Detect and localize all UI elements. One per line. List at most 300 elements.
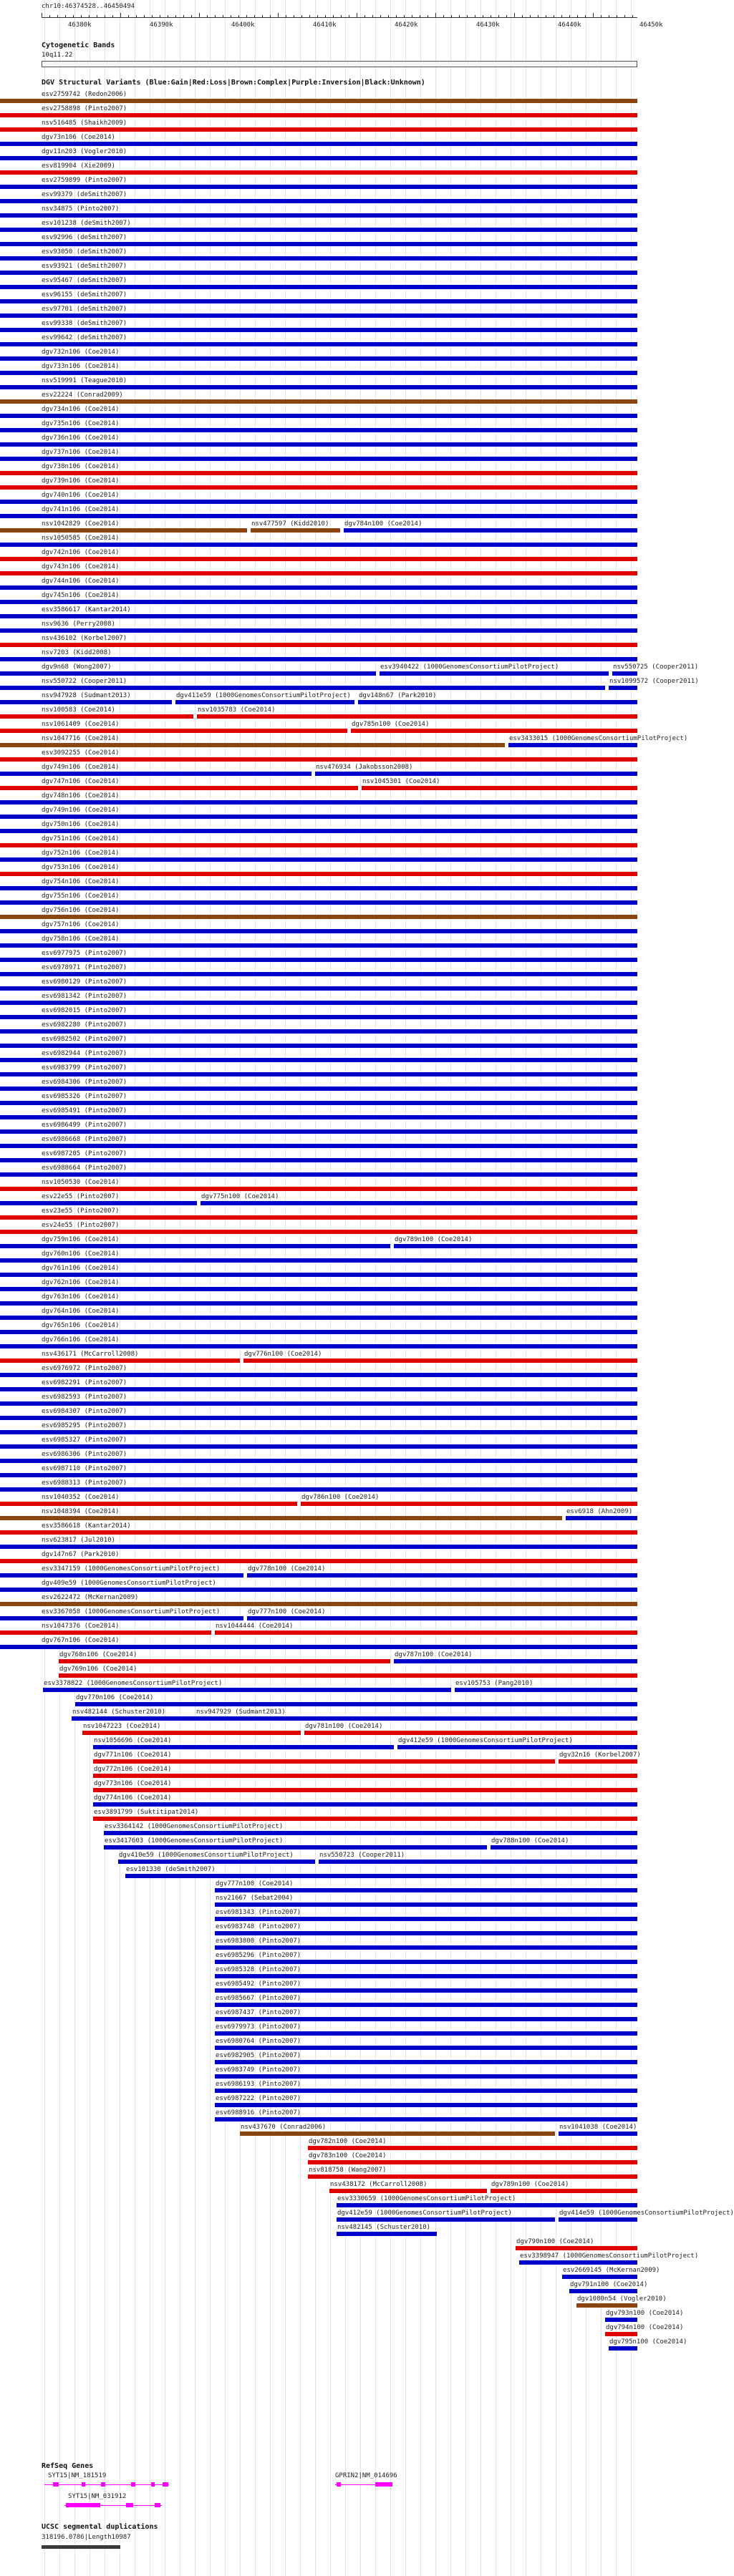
variant-bar[interactable] — [215, 2017, 637, 2021]
variant-label: esv6982291 (Pinto2007) — [42, 1379, 127, 1386]
variant-bar[interactable] — [0, 314, 637, 318]
variant-bar[interactable] — [0, 1387, 637, 1391]
variant-bar[interactable] — [516, 2246, 637, 2250]
variant-bar[interactable] — [559, 2217, 637, 2222]
variant-bar[interactable] — [0, 1616, 243, 1620]
variant-bar[interactable] — [240, 2132, 555, 2136]
variant-bar[interactable] — [0, 113, 637, 117]
ruler-line — [42, 17, 637, 18]
variant-bar[interactable] — [243, 1359, 637, 1363]
variant-bar[interactable] — [215, 1931, 637, 1935]
ruler-tick — [191, 15, 192, 18]
variant-bar[interactable] — [0, 328, 637, 332]
variant-bar[interactable] — [0, 671, 376, 676]
variant-label: esv3940422 (1000GenomesConsortiumPilotProject) — [380, 664, 559, 671]
variant-bar[interactable] — [0, 1115, 637, 1119]
variant-label: esv101238 (deSmith2007) — [42, 220, 131, 227]
variant-bar[interactable] — [215, 2089, 637, 2093]
variant-bar[interactable] — [0, 600, 637, 604]
variant-bar[interactable] — [215, 1917, 637, 1921]
variant-bar[interactable] — [0, 1129, 637, 1134]
variant-bar[interactable] — [519, 2260, 637, 2265]
variant-label: dgv749n106 (Coe2014) — [42, 807, 120, 814]
variant-bar[interactable] — [0, 1029, 637, 1034]
variant-bar[interactable] — [82, 1731, 301, 1735]
variant-bar[interactable] — [0, 786, 358, 790]
variant-bar[interactable] — [337, 2232, 437, 2236]
variant-bar[interactable] — [0, 1487, 637, 1492]
ruler-tick — [152, 15, 153, 18]
variant-bar[interactable] — [0, 643, 637, 647]
variant-label: nsv9636 (Perry2008) — [42, 621, 115, 628]
variant-bar[interactable] — [605, 2318, 637, 2322]
variant-bar[interactable] — [0, 943, 637, 948]
variant-bar[interactable] — [394, 1659, 637, 1663]
variant-bar[interactable] — [0, 1215, 637, 1220]
ruler-tick — [49, 15, 50, 18]
ruler-tick — [624, 15, 625, 18]
variant-bar[interactable] — [0, 757, 637, 762]
variant-label: esv3891799 (Suktitipat2014) — [94, 1809, 199, 1816]
variant-bar[interactable] — [0, 1559, 637, 1563]
variant-bar[interactable] — [308, 2174, 637, 2179]
variant-bar[interactable] — [215, 1902, 637, 1907]
variant-bar[interactable] — [215, 1960, 637, 1964]
variant-bar[interactable] — [215, 1945, 637, 1950]
variant-bar[interactable] — [0, 485, 637, 490]
variant-label: esv3398947 (1000GenomesConsortiumPilotProject) — [520, 2252, 699, 2260]
variant-bar[interactable] — [0, 972, 637, 976]
variant-label: dgv747n106 (Coe2014) — [42, 778, 120, 785]
gene-exon — [66, 2503, 100, 2507]
variant-bar[interactable] — [0, 271, 637, 275]
variant-bar[interactable] — [0, 1545, 637, 1549]
variant-label: dgv760n106 (Coe2014) — [42, 1250, 120, 1258]
variant-bar[interactable] — [0, 414, 637, 418]
variant-bar[interactable] — [215, 2103, 637, 2107]
segdup-bar[interactable] — [42, 2545, 120, 2549]
variant-label: nsv550722 (Cooper2011) — [42, 678, 127, 685]
ruler-tick — [632, 15, 633, 18]
variant-label: esv6985296 (Pinto2007) — [216, 1952, 301, 1959]
variant-bar[interactable] — [0, 1201, 197, 1205]
variant-bar[interactable] — [0, 1087, 637, 1091]
variant-bar[interactable] — [0, 371, 637, 375]
variant-bar[interactable] — [605, 2332, 637, 2336]
variant-bar[interactable] — [0, 1359, 240, 1363]
variant-bar[interactable] — [0, 342, 637, 346]
variant-bar[interactable] — [351, 729, 637, 733]
gene-exon — [155, 2503, 160, 2507]
variant-bar[interactable] — [566, 1516, 637, 1520]
variant-bar[interactable] — [75, 1702, 637, 1706]
variant-label: nsv21667 (Sebat2004) — [216, 1895, 294, 1902]
variant-label: nsv1050585 (Coe2014) — [42, 535, 120, 542]
variant-label: esv6984307 (Pinto2007) — [42, 1408, 127, 1415]
variant-bar[interactable] — [0, 356, 637, 361]
variant-bar[interactable] — [215, 2003, 637, 2007]
variant-bar[interactable] — [491, 1845, 637, 1850]
variant-label: dgv754n106 (Coe2014) — [42, 878, 120, 885]
variant-label: dgv763n106 (Coe2014) — [42, 1293, 120, 1301]
variant-bar[interactable] — [0, 1645, 637, 1649]
variant-bar[interactable] — [0, 514, 637, 518]
variant-bar[interactable] — [0, 228, 637, 232]
ruler-tick — [238, 15, 239, 18]
variant-label: dgv736n106 (Coe2014) — [42, 434, 120, 442]
variant-bar[interactable] — [125, 1874, 637, 1878]
variant-bar[interactable] — [251, 528, 340, 533]
variant-bar[interactable] — [0, 1187, 637, 1191]
variant-label: dgv739n106 (Coe2014) — [42, 477, 120, 485]
variant-label: esv6979973 (Pinto2007) — [216, 2023, 301, 2031]
variant-bar[interactable] — [0, 1101, 637, 1105]
variant-bar[interactable] — [59, 1659, 390, 1663]
variant-bar[interactable] — [609, 2346, 637, 2351]
variant-bar[interactable] — [508, 743, 637, 747]
variant-bar[interactable] — [562, 2275, 637, 2279]
variant-bar[interactable] — [0, 1330, 637, 1334]
variant-bar[interactable] — [0, 1516, 562, 1520]
variant-bar[interactable] — [0, 743, 505, 747]
variant-label: esv6983799 (Pinto2007) — [42, 1064, 127, 1071]
variant-bar[interactable] — [0, 614, 637, 618]
ruler-tick — [380, 15, 381, 18]
variant-label: dgv759n106 (Coe2014) — [42, 1236, 120, 1243]
variant-bar[interactable] — [59, 1673, 637, 1678]
variant-bar[interactable] — [308, 2160, 637, 2164]
variant-bar[interactable] — [93, 1802, 637, 1807]
ruler-tick — [112, 15, 113, 18]
variant-bar[interactable] — [0, 557, 637, 561]
ruler-tick — [120, 13, 121, 18]
ruler-tick — [317, 15, 318, 18]
variant-bar[interactable] — [491, 2189, 637, 2193]
variant-bar[interactable] — [0, 815, 637, 819]
variant-bar[interactable] — [118, 1860, 315, 1864]
ruler-tick — [73, 15, 74, 18]
variant-label: esv95467 (deSmith2007) — [42, 277, 127, 284]
variant-bar[interactable] — [397, 1745, 637, 1749]
variant-bar[interactable] — [43, 1688, 451, 1692]
ruler-tick — [128, 15, 129, 18]
variant-label: esv2669145 (McKernan2009) — [563, 2267, 660, 2274]
variant-bar[interactable] — [195, 1716, 637, 1721]
variant-bar[interactable] — [559, 2132, 637, 2136]
variant-label: dgv787n100 (Coe2014) — [395, 1651, 473, 1658]
variant-label: dgv768n106 (Coe2014) — [59, 1651, 137, 1658]
ruler-tick — [569, 15, 570, 18]
variant-label: esv6982015 (Pinto2007) — [42, 1007, 127, 1014]
variant-bar[interactable] — [247, 1573, 637, 1578]
variant-label: esv6980764 (Pinto2007) — [216, 2038, 301, 2045]
variant-bar[interactable] — [0, 1058, 637, 1062]
variant-bar[interactable] — [0, 1273, 637, 1277]
variant-bar[interactable] — [0, 1430, 637, 1434]
cytoband-label: 10q11.22 — [42, 52, 73, 59]
variant-bar[interactable] — [344, 528, 637, 533]
variant-bar[interactable] — [0, 1001, 637, 1005]
variant-bar[interactable] — [247, 1616, 637, 1620]
variant-label: dgv751n106 (Coe2014) — [42, 835, 120, 842]
ruler-tick — [530, 15, 531, 18]
variant-bar[interactable] — [315, 772, 637, 776]
variant-label: dgv9n68 (Wong2007) — [42, 664, 112, 671]
variant-bar[interactable] — [0, 1072, 637, 1076]
variant-bar[interactable] — [301, 1502, 637, 1506]
variant-bar[interactable] — [0, 571, 637, 575]
variant-bar[interactable] — [0, 1316, 637, 1320]
ruler-tick — [262, 15, 263, 18]
ruler-tick-label: 46380k — [68, 21, 92, 29]
variant-bar[interactable] — [0, 127, 637, 132]
variant-bar[interactable] — [0, 1530, 637, 1535]
variant-label: esv92996 (deSmith2007) — [42, 234, 127, 241]
variant-bar[interactable] — [0, 1416, 637, 1420]
variant-bar[interactable] — [93, 1759, 555, 1764]
variant-label: nsv519991 (Teague2010) — [42, 377, 127, 384]
variant-bar[interactable] — [0, 543, 637, 547]
variant-label: dgv737n106 (Coe2014) — [42, 449, 120, 456]
variant-bar[interactable] — [0, 1459, 637, 1463]
variant-label: esv6981343 (Pinto2007) — [216, 1909, 301, 1916]
variant-bar[interactable] — [0, 700, 172, 704]
variant-bar[interactable] — [0, 1473, 637, 1477]
variant-label: nsv476934 (Jakobsson2008) — [316, 764, 413, 771]
variant-bar[interactable] — [0, 1015, 637, 1019]
variant-label: esv6983748 (Pinto2007) — [216, 1923, 301, 1930]
variant-bar[interactable] — [0, 986, 637, 991]
variant-bar[interactable] — [0, 471, 637, 475]
variant-bar[interactable] — [0, 170, 637, 175]
variant-label: dgv1080n54 (Vogler2010) — [577, 2295, 667, 2303]
variant-bar[interactable] — [0, 1373, 637, 1377]
ruler-tick — [175, 15, 176, 18]
variant-bar[interactable] — [215, 2074, 637, 2079]
variant-label: nsv1099572 (Cooper2011) — [609, 678, 699, 685]
variant-bar[interactable] — [104, 1845, 487, 1850]
variant-bar[interactable] — [104, 1831, 637, 1835]
variant-bar[interactable] — [0, 958, 637, 962]
ruler-tick — [341, 15, 342, 18]
variant-bar[interactable] — [0, 428, 637, 432]
variant-label: dgv414e59 (1000GenomesConsortiumPilotProject) — [559, 2210, 734, 2217]
variant-bar[interactable] — [215, 1630, 637, 1635]
variant-label: nsv1050530 (Coe2014) — [42, 1179, 120, 1186]
variant-bar[interactable] — [304, 1731, 637, 1735]
variant-bar[interactable] — [0, 585, 637, 590]
variant-bar[interactable] — [455, 1688, 637, 1692]
variant-label: esv3330659 (1000GenomesConsortiumPilotProject) — [337, 2195, 516, 2202]
variant-bar[interactable] — [612, 671, 637, 676]
ruler-tick — [199, 13, 200, 18]
variant-bar[interactable] — [0, 1158, 637, 1162]
variant-bar[interactable] — [93, 1745, 394, 1749]
variant-label: dgv764n106 (Coe2014) — [42, 1308, 120, 1315]
variant-bar[interactable] — [0, 1244, 390, 1248]
cytoband-ideogram[interactable] — [42, 61, 637, 67]
variant-bar[interactable] — [0, 872, 637, 876]
variant-bar[interactable] — [0, 1588, 637, 1592]
variant-bar[interactable] — [0, 886, 637, 890]
variant-label: dgv752n106 (Coe2014) — [42, 850, 120, 857]
variant-bar[interactable] — [0, 528, 247, 533]
ruler-tick — [136, 15, 137, 18]
variant-bar[interactable] — [0, 843, 637, 847]
variant-bar[interactable] — [215, 2117, 637, 2121]
variant-bar[interactable] — [0, 1044, 637, 1048]
variant-bar[interactable] — [609, 686, 637, 690]
variant-label: esv3586617 (Kantar2014) — [42, 606, 131, 613]
variant-bar[interactable] — [0, 772, 312, 776]
variant-bar[interactable] — [0, 299, 637, 303]
variant-bar[interactable] — [0, 729, 347, 733]
variant-label: nsv818758 (Wang2007) — [309, 2167, 387, 2174]
variant-bar[interactable] — [0, 199, 637, 203]
variant-bar[interactable] — [0, 1573, 243, 1578]
variant-bar[interactable] — [197, 714, 637, 719]
variant-label: esv6985326 (Pinto2007) — [42, 1093, 127, 1100]
variant-bar[interactable] — [358, 700, 637, 704]
variant-bar[interactable] — [0, 142, 637, 146]
variant-label: esv3586618 (Kantar2014) — [42, 1522, 131, 1530]
gene-exon — [375, 2482, 392, 2487]
variant-bar[interactable] — [0, 1258, 637, 1263]
ruler-tick — [254, 15, 255, 18]
variant-bar[interactable] — [337, 2203, 637, 2207]
ruler-tick — [183, 15, 184, 18]
variant-bar[interactable] — [215, 2031, 637, 2036]
variant-bar[interactable] — [569, 2289, 637, 2293]
variant-bar[interactable] — [0, 457, 637, 461]
variant-bar[interactable] — [72, 1716, 195, 1721]
variant-label: dgv795n100 (Coe2014) — [609, 2338, 687, 2346]
variant-label: dgv73n106 (Coe2014) — [42, 134, 115, 141]
variant-bar[interactable] — [0, 657, 637, 661]
variant-bar[interactable] — [559, 1759, 637, 1764]
variant-label: esv6982502 (Pinto2007) — [42, 1036, 127, 1043]
gene-exon — [163, 2482, 168, 2487]
variant-label: dgv789n100 (Coe2014) — [491, 2181, 569, 2188]
variant-bar[interactable] — [0, 285, 637, 289]
variant-bar[interactable] — [0, 213, 637, 218]
variant-label: esv6983749 (Pinto2007) — [216, 2066, 301, 2074]
variant-bar[interactable] — [0, 1301, 637, 1306]
variant-bar[interactable] — [93, 1817, 637, 1821]
variant-bar[interactable] — [0, 800, 637, 805]
ruler-tick — [215, 15, 216, 18]
variant-bar[interactable] — [215, 2060, 637, 2064]
variant-label: dgv769n106 (Coe2014) — [59, 1666, 137, 1673]
variant-label: esv3378822 (1000GenomesConsortiumPilotProject) — [44, 1680, 223, 1687]
variant-bar[interactable] — [0, 1444, 637, 1449]
ruler-tick — [278, 13, 279, 18]
variant-bar[interactable] — [93, 1774, 637, 1778]
variant-label: dgv732n106 (Coe2014) — [42, 349, 120, 356]
variant-bar[interactable] — [0, 1172, 637, 1177]
ruler-tick — [81, 15, 82, 18]
variant-bar[interactable] — [0, 857, 637, 862]
ruler-tick — [270, 15, 271, 18]
variant-label: esv3092255 (Coe2014) — [42, 749, 120, 757]
variant-bar[interactable] — [0, 1630, 211, 1635]
variant-bar[interactable] — [215, 1974, 637, 1978]
variant-bar[interactable] — [394, 1244, 637, 1248]
variant-bar[interactable] — [0, 686, 605, 690]
variant-label: esv6986193 (Pinto2007) — [216, 2081, 301, 2088]
variant-bar[interactable] — [0, 1230, 637, 1234]
variant-bar[interactable] — [0, 929, 637, 933]
variant-label: esv6988664 (Pinto2007) — [42, 1165, 127, 1172]
variant-bar[interactable] — [93, 1788, 637, 1792]
variant-label: nsv482144 (Schuster2010) — [72, 1709, 166, 1716]
variant-bar[interactable] — [329, 2189, 487, 2193]
variant-bar[interactable] — [576, 2303, 637, 2308]
variant-label: dgv777n100 (Coe2014) — [216, 1880, 294, 1887]
gene-line-syt15-a[interactable] — [44, 2484, 169, 2485]
variant-bar[interactable] — [0, 1144, 637, 1148]
variant-label: nsv438172 (McCarroll2008) — [330, 2181, 428, 2188]
variant-bar[interactable] — [0, 256, 637, 261]
variant-bar[interactable] — [0, 442, 637, 447]
variant-bar[interactable] — [0, 156, 637, 160]
variant-label: dgv761n106 (Coe2014) — [42, 1265, 120, 1272]
variant-bar[interactable] — [215, 1888, 637, 1892]
variant-label: esv2759899 (Pinto2007) — [42, 177, 127, 184]
variant-label: nsv482145 (Schuster2010) — [337, 2224, 431, 2231]
variant-bar[interactable] — [0, 1287, 637, 1291]
variant-label: esv6984306 (Pinto2007) — [42, 1079, 127, 1086]
variant-bar[interactable] — [215, 1988, 637, 1993]
variant-bar[interactable] — [0, 900, 637, 905]
variant-label: dgv753n106 (Coe2014) — [42, 864, 120, 871]
variant-label: esv6985327 (Pinto2007) — [42, 1437, 127, 1444]
variant-label: dgv11n203 (Vogler2010) — [42, 148, 127, 155]
variant-bar[interactable] — [0, 185, 637, 189]
variant-bar[interactable] — [0, 829, 637, 833]
variant-bar[interactable] — [0, 500, 637, 504]
coordinate-label: chr10:46374528..46450494 — [42, 3, 135, 10]
variant-bar[interactable] — [0, 399, 637, 404]
variant-bar[interactable] — [0, 1344, 637, 1348]
variant-bar[interactable] — [0, 1602, 637, 1606]
variant-bar[interactable] — [215, 2046, 637, 2050]
variant-label: esv6978971 (Pinto2007) — [42, 964, 127, 971]
variant-bar[interactable] — [175, 700, 354, 704]
variant-bar[interactable] — [0, 385, 637, 389]
variant-bar[interactable] — [0, 714, 193, 719]
variant-bar[interactable] — [0, 99, 637, 103]
variant-bar[interactable] — [308, 2146, 637, 2150]
variant-bar[interactable] — [0, 242, 637, 246]
variant-label: nsv1035783 (Coe2014) — [198, 706, 276, 714]
variant-label: esv22e55 (Pinto2007) — [42, 1193, 120, 1200]
refseq-track-title: RefSeq Genes — [42, 2462, 94, 2470]
variant-bar[interactable] — [0, 915, 637, 919]
variant-bar[interactable] — [362, 786, 637, 790]
variant-bar[interactable] — [201, 1201, 637, 1205]
variant-bar[interactable] — [380, 671, 609, 676]
variant-bar[interactable] — [0, 1401, 637, 1406]
variant-bar[interactable] — [319, 1860, 637, 1864]
variant-bar[interactable] — [337, 2217, 555, 2222]
variant-label: esv23e55 (Pinto2007) — [42, 1207, 120, 1215]
gene-exon — [53, 2482, 59, 2487]
variant-label: nsv1044444 (Coe2014) — [216, 1623, 294, 1630]
variant-bar[interactable] — [0, 1502, 297, 1506]
variant-bar[interactable] — [0, 628, 637, 633]
variant-label: esv6987222 (Pinto2007) — [216, 2095, 301, 2102]
